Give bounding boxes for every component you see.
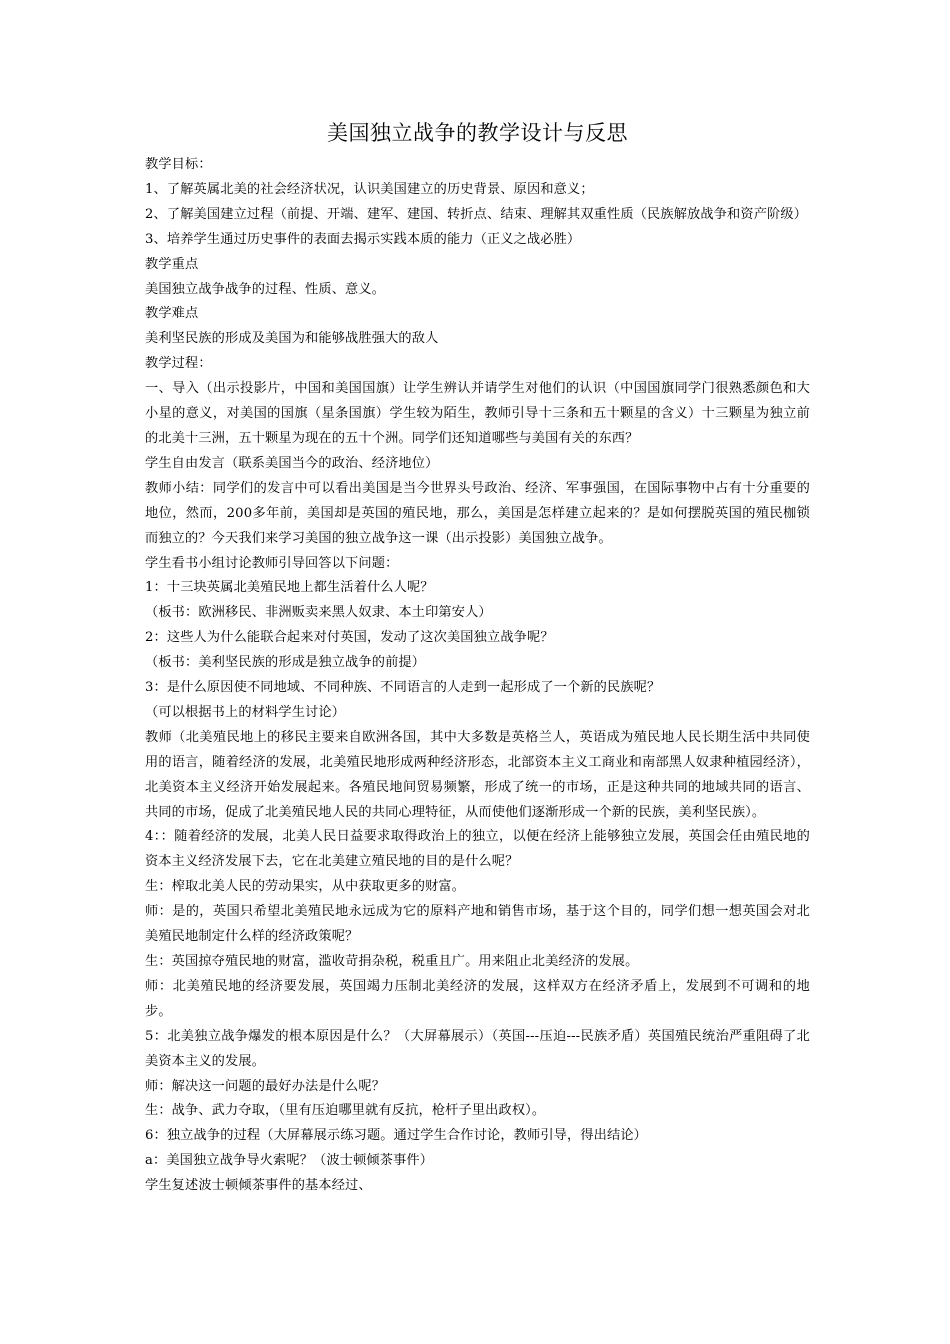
paragraph: 教学过程：: [145, 356, 212, 372]
paragraph: （可以根据书上的材料学生讨论）: [145, 704, 346, 720]
paragraph: 4：：随着经济的发展，北美人民日益要求取得政治上的独立，以便在经济上能够独立发展，英国会任由殖民地的资本主义经济发展下去，它在北美建立殖民地的目的是什么呢？: [145, 829, 810, 870]
paragraph: （板书：美利坚民族的形成是独立战争的前提）: [145, 655, 426, 671]
paragraph: 一、导入（出示投影片，中国和美国国旗）让学生辨认并请学生对他们的认识（中国国旗同学门很熟悉颜色和大小星的意义，对美国的国旗（星条国旗）学生较为陌生，教师引导十三条和五十颗星的含义）十三颗星为独立前的北美十三洲，五十颗星为现在的五十个洲。同学们还知道哪些与美国有关的东西？: [145, 381, 810, 446]
paragraph: 1、了解英属北美的社会经济状况，认识美国建立的历史背景、原因和意义；: [145, 181, 594, 197]
paragraph: 教师小结：同学们的发言中可以看出美国是当今世界头号政治、经济、军事强国，在国际事物中占有十分重要的地位，然而，200多年前，美国却是英国的殖民地，那么，美国是怎样建立起来的？是如何摆脱英国的殖民枷锁而独立的？今天我们来学习美国的独立战争这一课（出示投影）美国独立战争。: [145, 480, 810, 546]
paragraph: 生：榨取北美人民的劳动果实，从中获取更多的财富。: [145, 879, 466, 895]
paragraph: 师：是的，英国只希望北美殖民地永远成为它的原料产地和销售市场，基于这个目的，同学们想一想英国会对北美殖民地制定什么样的经济政策呢？: [145, 904, 810, 945]
paragraph: 教学重点: [145, 256, 199, 272]
paragraph: 教学难点: [145, 306, 199, 322]
paragraph: 师：解决这一问题的最好办法是什么呢？: [145, 1078, 386, 1094]
paragraph: 5：北美独立战争爆发的根本原因是什么？（大屏幕展示）（英国---压迫---民族矛盾）英国殖民统治严重阻碍了北美资本主义的发展。: [145, 1028, 810, 1069]
paragraph: 2：这些人为什么能联合起来对付英国，发动了这次美国独立战争呢？: [145, 630, 554, 646]
document-page: [145, 118, 810, 1199]
paragraph: 学生看书小组讨论教师引导回答以下问题：: [145, 555, 399, 571]
paragraph: 学生自由发言（联系美国当今的政治、经济地位）: [145, 455, 439, 471]
paragraph: 师：北美殖民地的经济要发展，英国竭力压制北美经济的发展，这样双方在经济矛盾上，发展到不可调和的地步。: [145, 978, 810, 1019]
paragraph: 3、培养学生通过历史事件的表面去揭示实践本质的能力（正义之战必胜）: [145, 231, 581, 247]
paragraph: 生：战争、武力夺取，（里有压迫哪里就有反抗，枪杆子里出政权）。: [145, 1103, 546, 1119]
paragraph: 6：独立战争的过程（大屏幕展示练习题。通过学生合作讨论，教师引导，得出结论）: [145, 1128, 648, 1144]
paragraph: 生：英国掠夺殖民地的财富，滥收苛捐杂税，税重且广。用来阻止北美经济的发展。: [145, 954, 639, 969]
paragraph: 教师（北美殖民地上的移民主要来自欧洲各国，其中大多数是英格兰人，英语成为殖民地人民长期生活中共同使用的语言，随着经济的发展，北美殖民地形成两种经济形态，北部资本主义工商业和南部黑人奴隶种植园经济），北美资本主义经济开始发展起来。各殖民地间贸易频繁，形成了统一的市场，正是这种共同的地域共同的语言、共同的市场，促成了北美殖民地人民的共同心理特征，从而使他们逐渐形成一个新的民族，美利坚民族）。: [145, 729, 810, 820]
document-body: [145, 153, 810, 1199]
paragraph: 1：十三块英属北美殖民地上都生活着什么人呢？: [145, 580, 434, 596]
paragraph: 3：是什么原因使不同地域、不同种族、不同语言的人走到一起形成了一个新的民族呢？: [145, 680, 661, 696]
paragraph: 美利坚民族的形成及美国为和能够战胜强大的敌人: [145, 331, 439, 347]
paragraph: 2、了解美国建立过程（前提、开端、建军、建国、转折点、结束、理解其双重性质（民族解放战争和资产阶级）: [145, 206, 808, 222]
document-title: 美国独立战争的教学设计与反思: [327, 121, 628, 145]
paragraph: 教学目标：: [145, 157, 212, 172]
paragraph: a：美国独立战争导火索呢？（波士顿倾茶事件）: [145, 1153, 434, 1169]
paragraph: （板书：欧洲移民、非洲贩卖来黑人奴隶、本土印第安人）: [145, 605, 492, 621]
paragraph: 美国独立战争战争的过程、性质、意义。: [145, 281, 386, 297]
paragraph: 学生复述波士顿倾茶事件的基本经过、: [145, 1178, 372, 1194]
